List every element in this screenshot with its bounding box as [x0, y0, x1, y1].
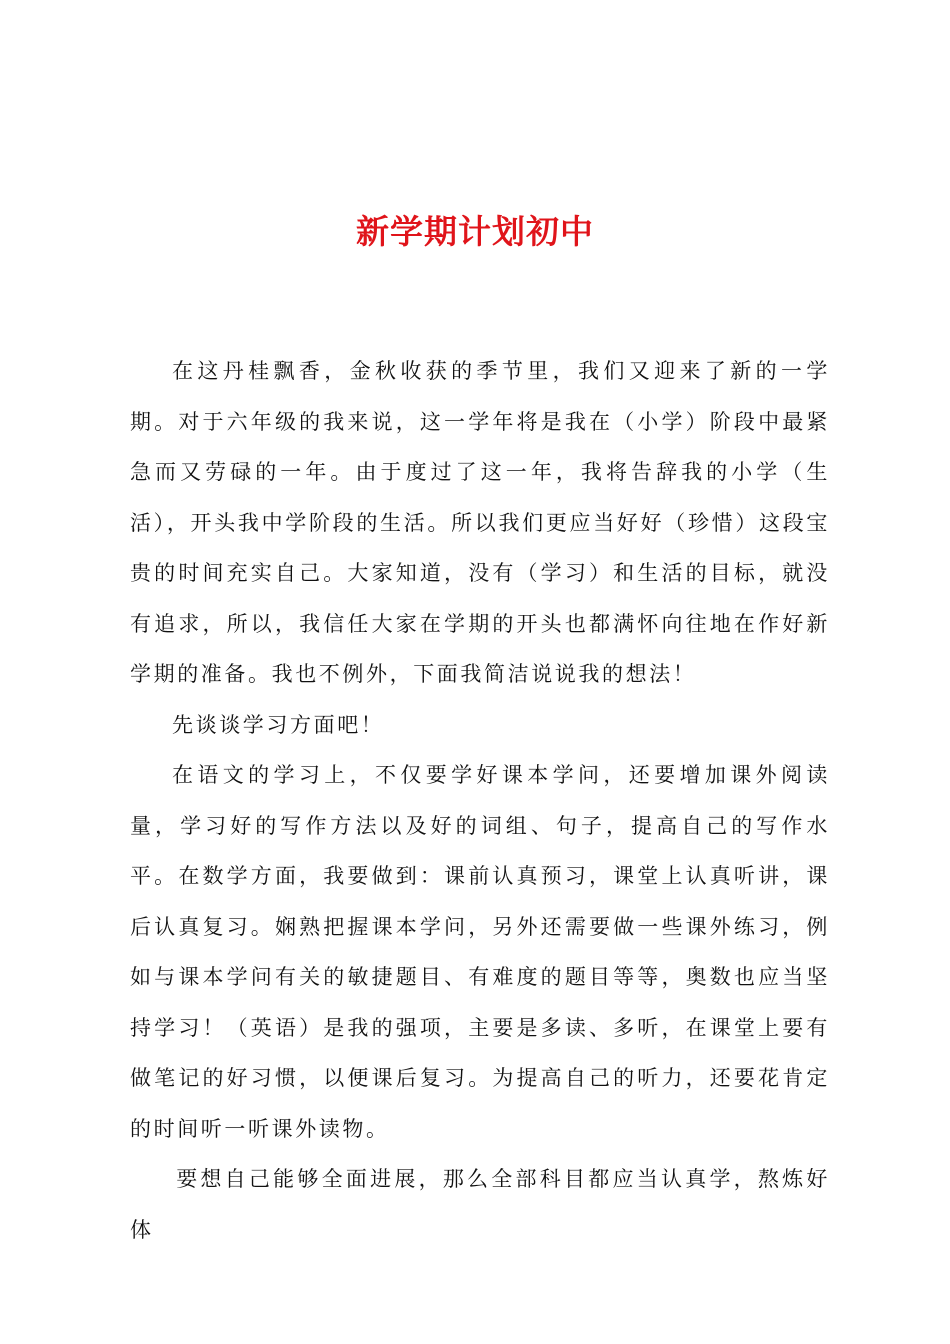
page-title: 新学期计划初中 [356, 212, 594, 251]
paragraph-subjects: 在语文的学习上，不仅要学好课本学问，还要增加课外阅读量，学习好的写作方法以及好的词组、句子，提高自己的写作水平。在数学方面，我要做到：课前认真预习，课堂上认真听讲，课后认真复习。娴熟把握课本学问，另外还需要做一些课外练习，例如与课本学问有关的敏捷题目、有难度的题目等等，奥数也应当坚持学习！（英语）是我的强项，主要是多读、多听，在课堂上要有做笔记的好习惯，以便课后复习。为提高自己的听力，还要花肯定的时间听一听课外读物。 [130, 763, 830, 1141]
paragraph-study-heading: 先谈谈学习方面吧！ [172, 712, 385, 737]
document-body [130, 346, 830, 1255]
paragraph-development: 要想自己能够全面进展，那么全部科目都应当认真学，熬炼好体 [130, 1167, 830, 1242]
paragraph-intro: 在这丹桂飘香，金秋收获的季节里，我们又迎来了新的一学期。对于六年级的我来说，这一学年将是我在（小学）阶段中最紧急而又劳碌的一年。由于度过了这一年，我将告辞我的小学（生活），开头我中学阶段的生活。所以我们更应当好好（珍惜）这段宝贵的时间充实自己。大家知道，没有（学习）和生活的目标，就没有追求，所以，我信任大家在学期的开头也都满怀向往地在作好新学期的准备。我也不例外，下面我简洁说说我的想法！ [130, 359, 830, 686]
